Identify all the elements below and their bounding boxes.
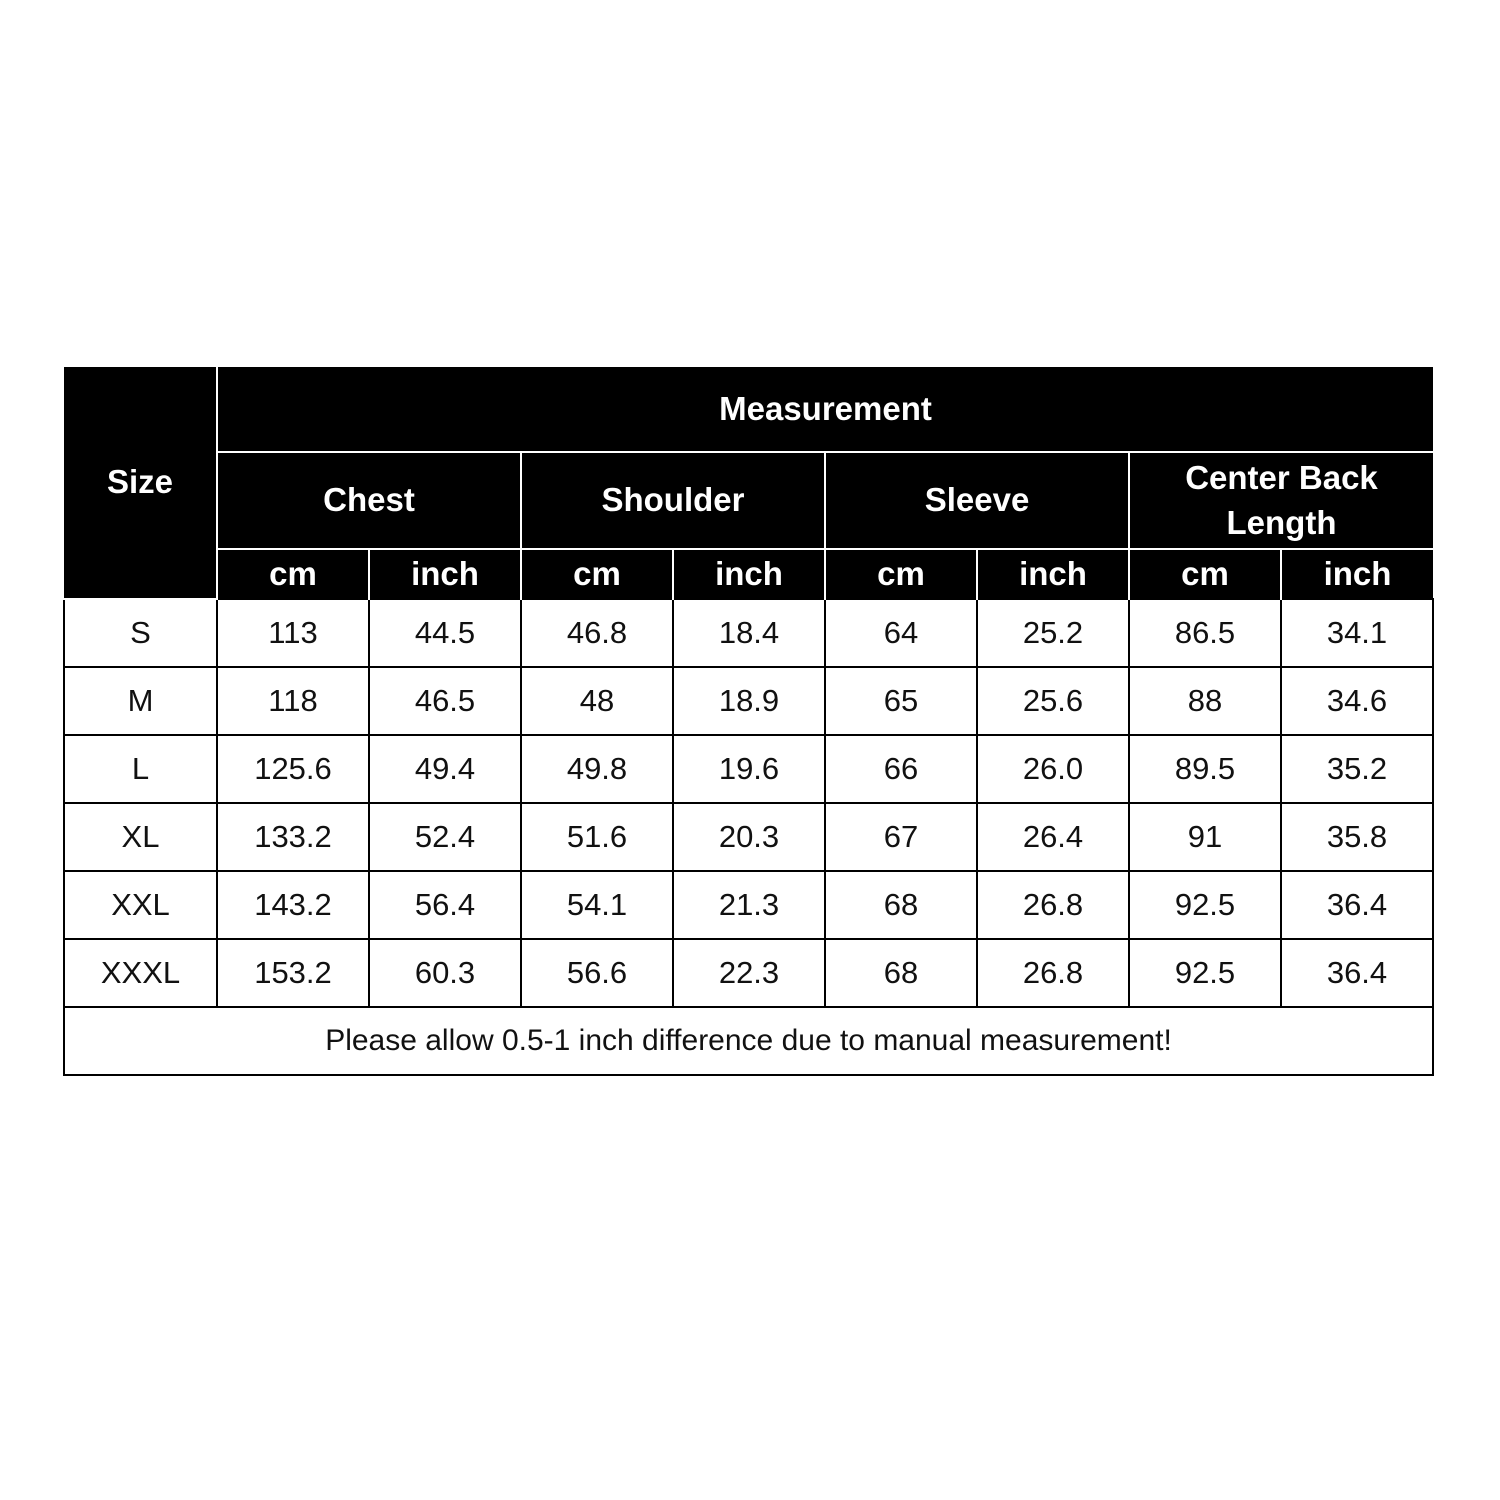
- value-cell: 49.8: [521, 735, 673, 803]
- value-cell: 26.8: [977, 939, 1129, 1007]
- value-cell: 21.3: [673, 871, 825, 939]
- value-cell: 113: [217, 599, 369, 667]
- value-cell: 19.6: [673, 735, 825, 803]
- value-cell: 54.1: [521, 871, 673, 939]
- value-cell: 36.4: [1281, 871, 1433, 939]
- value-cell: 125.6: [217, 735, 369, 803]
- note-row: [64, 1007, 1433, 1075]
- size-cell: XXXL: [64, 939, 217, 1007]
- value-cell: 56.4: [369, 871, 521, 939]
- value-cell: 34.6: [1281, 667, 1433, 735]
- value-cell: 133.2: [217, 803, 369, 871]
- value-cell: 60.3: [369, 939, 521, 1007]
- unit-inch-header: inch: [1281, 549, 1433, 599]
- value-cell: 36.4: [1281, 939, 1433, 1007]
- measurement-note: Please allow 0.5-1 inch difference due to manual measurement!: [64, 1007, 1433, 1075]
- value-cell: 51.6: [521, 803, 673, 871]
- value-cell: 34.1: [1281, 599, 1433, 667]
- measurement-header: Measurement: [217, 367, 1433, 452]
- header-row-parts: [64, 452, 1433, 549]
- size-chart-table: [63, 367, 1434, 1076]
- value-cell: 25.6: [977, 667, 1129, 735]
- unit-inch-header: inch: [673, 549, 825, 599]
- value-cell: 88: [1129, 667, 1281, 735]
- value-cell: 44.5: [369, 599, 521, 667]
- size-cell: S: [64, 599, 217, 667]
- table-row: [64, 735, 1433, 803]
- unit-inch-header: inch: [977, 549, 1129, 599]
- value-cell: 35.2: [1281, 735, 1433, 803]
- value-cell: 46.8: [521, 599, 673, 667]
- size-cell: XXL: [64, 871, 217, 939]
- sleeve-header: Sleeve: [825, 452, 1129, 549]
- value-cell: 68: [825, 871, 977, 939]
- chest-header: Chest: [217, 452, 521, 549]
- size-cell: L: [64, 735, 217, 803]
- value-cell: 89.5: [1129, 735, 1281, 803]
- center-back-length-header: [1129, 452, 1433, 549]
- value-cell: 66: [825, 735, 977, 803]
- value-cell: 18.9: [673, 667, 825, 735]
- value-cell: 52.4: [369, 803, 521, 871]
- size-rows: [64, 599, 1433, 1075]
- value-cell: 18.4: [673, 599, 825, 667]
- center-back-length-label: Center Back Length: [1185, 458, 1378, 541]
- unit-cm-header: cm: [825, 549, 977, 599]
- unit-cm-header: cm: [217, 549, 369, 599]
- value-cell: 143.2: [217, 871, 369, 939]
- header-row-units: [64, 549, 1433, 599]
- value-cell: 46.5: [369, 667, 521, 735]
- shoulder-header: Shoulder: [521, 452, 825, 549]
- value-cell: 92.5: [1129, 939, 1281, 1007]
- value-cell: 153.2: [217, 939, 369, 1007]
- value-cell: 92.5: [1129, 871, 1281, 939]
- value-cell: 48: [521, 667, 673, 735]
- unit-cm-header: cm: [1129, 549, 1281, 599]
- value-cell: 91: [1129, 803, 1281, 871]
- value-cell: 118: [217, 667, 369, 735]
- header-row-measurement: [64, 367, 1433, 452]
- unit-cm-header: cm: [521, 549, 673, 599]
- size-header: Size: [64, 367, 217, 599]
- value-cell: 35.8: [1281, 803, 1433, 871]
- table-row: [64, 803, 1433, 871]
- size-cell: XL: [64, 803, 217, 871]
- value-cell: 68: [825, 939, 977, 1007]
- size-cell: M: [64, 667, 217, 735]
- value-cell: 26.8: [977, 871, 1129, 939]
- value-cell: 49.4: [369, 735, 521, 803]
- value-cell: 26.0: [977, 735, 1129, 803]
- value-cell: 64: [825, 599, 977, 667]
- value-cell: 65: [825, 667, 977, 735]
- value-cell: 26.4: [977, 803, 1129, 871]
- table-row: [64, 667, 1433, 735]
- value-cell: 20.3: [673, 803, 825, 871]
- table-row: [64, 939, 1433, 1007]
- table-row: [64, 599, 1433, 667]
- value-cell: 86.5: [1129, 599, 1281, 667]
- table-row: [64, 871, 1433, 939]
- value-cell: 67: [825, 803, 977, 871]
- unit-inch-header: inch: [369, 549, 521, 599]
- value-cell: 22.3: [673, 939, 825, 1007]
- value-cell: 25.2: [977, 599, 1129, 667]
- value-cell: 56.6: [521, 939, 673, 1007]
